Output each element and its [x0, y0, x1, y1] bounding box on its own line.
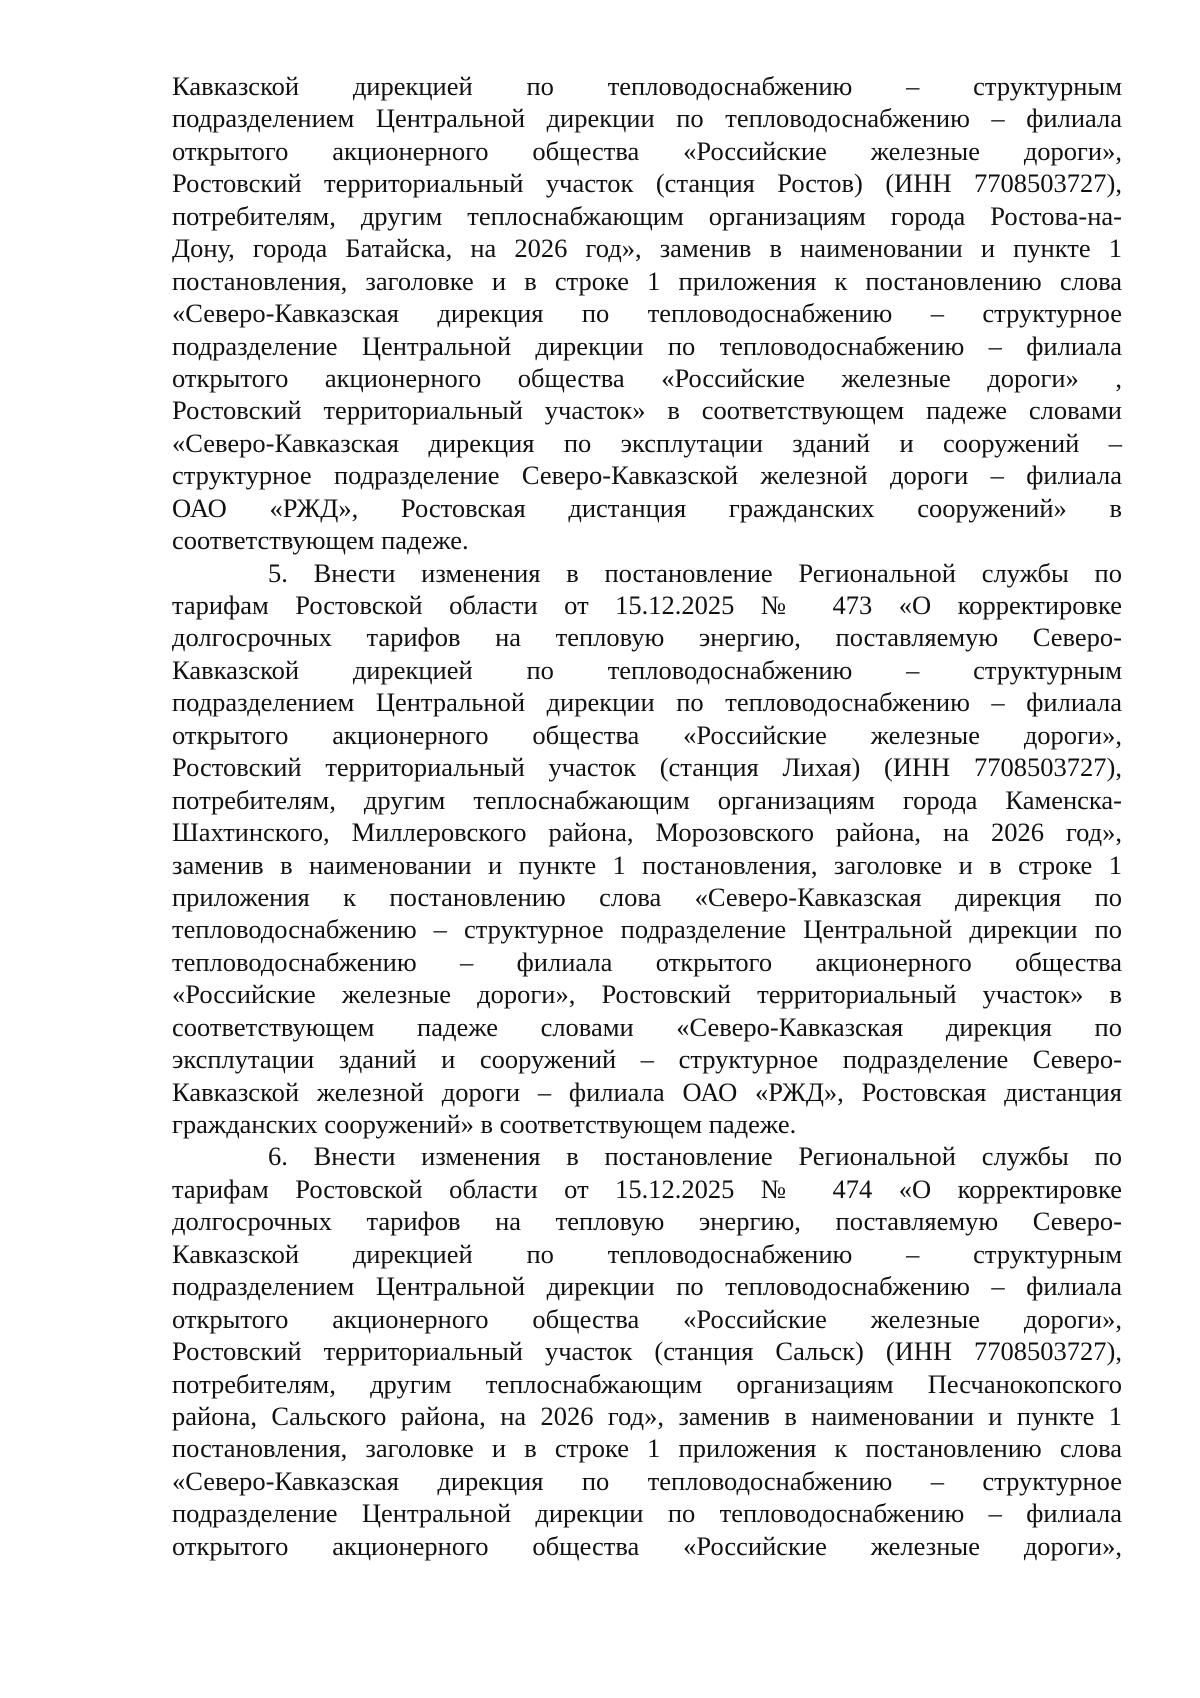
text-line: постановления, заголовке и в строке 1 приложения к постановлению слова — [172, 1433, 1122, 1464]
text-line: подразделением Центральной дирекции по тепловодоснабжению – филиала — [172, 1271, 1122, 1302]
text-line: потребителям, другим теплоснабжающим организациям Песчанокопского — [172, 1368, 1122, 1399]
text-line: Кавказской железной дороги – филиала ОАО «РЖД», Ростовская дистанция — [172, 1076, 1122, 1107]
text-line: открытого акционерного общества «Российские железные дороги», — [172, 1303, 1122, 1334]
document-body — [172, 70, 1122, 1562]
text-line: приложения к постановлению слова «Северо-Кавказская дирекция по — [172, 881, 1122, 912]
text-line: ОАО «РЖД», Ростовская дистанция гражданских сооружений» в — [172, 492, 1122, 523]
text-line: подразделение Центральной дирекции по тепловодоснабжению – филиала — [172, 1498, 1122, 1529]
text-line: открытого акционерного общества «Российские железные дороги», — [172, 719, 1122, 750]
text-line: Ростовский территориальный участок (станция Ростов) (ИНН 7708503727), — [172, 168, 1122, 199]
text-line: подразделением Центральной дирекции по тепловодоснабжению – филиала — [172, 103, 1122, 134]
text-line: потребителям, другим теплоснабжающим организациям города Каменска- — [172, 784, 1122, 815]
text-line: открытого акционерного общества «Российские железные дороги» , — [172, 362, 1122, 393]
text-line: гражданских сооружений» в соответствующем падеже. — [172, 1109, 797, 1139]
text-line: Кавказской дирекцией по тепловодоснабжению – структурным — [172, 654, 1122, 685]
text-line: «Северо-Кавказская дирекция по эксплутации зданий и сооружений – — [172, 427, 1122, 458]
text-line: района, Сальского района, на 2026 год», заменив в наименовании и пункте 1 — [172, 1400, 1122, 1431]
text-line: долгосрочных тарифов на тепловую энергию, поставляемую Северо- — [172, 622, 1122, 653]
text-line: эксплутации зданий и сооружений – структурное подразделение Северо- — [172, 1044, 1122, 1075]
paragraph-6-first-line: 6. Внести изменения в постановление Региональной службы по — [268, 1141, 1122, 1172]
text-line: соответствующем падеже словами «Северо-Кавказская дирекция по — [172, 1011, 1122, 1042]
text-line: «Северо-Кавказская дирекция по тепловодоснабжению – структурное — [172, 1465, 1122, 1496]
paragraph-5-first-line: 5. Внести изменения в постановление Региональной службы по — [268, 557, 1122, 588]
text-line: подразделение Центральной дирекции по тепловодоснабжению – филиала — [172, 330, 1122, 361]
text-line: Дону, города Батайска, на 2026 год», заменив в наименовании и пункте 1 — [172, 233, 1122, 264]
text-line: открытого акционерного общества «Российские железные дороги», — [172, 1530, 1122, 1561]
text-line: соответствующем падеже. — [172, 525, 469, 556]
text-line: Ростовский территориальный участок (станция Сальск) (ИНН 7708503727), — [172, 1336, 1122, 1367]
text-line: тарифам Ростовской области от 15.12.2025 № 473 «О корректировке — [172, 590, 1122, 620]
text-line: тарифам Ростовской области от 15.12.2025 № 474 «О корректировке — [172, 1173, 1122, 1204]
text-line: структурное подразделение Северо-Кавказской железной дороги – филиала — [172, 460, 1122, 491]
text-line: заменив в наименовании и пункте 1 постановления, заголовке и в строке 1 — [172, 849, 1122, 880]
text-line: Кавказской дирекцией по тепловодоснабжению – структурным — [172, 1238, 1122, 1269]
text-line: постановления, заголовке и в строке 1 приложения к постановлению слова — [172, 265, 1122, 296]
text-line: долгосрочных тарифов на тепловую энергию, поставляемую Северо- — [172, 1206, 1122, 1237]
text-line: тепловодоснабжению – структурное подразделение Центральной дирекции по — [172, 914, 1122, 945]
text-line: Кавказской дирекцией по тепловодоснабжению – структурным — [172, 71, 1122, 101]
text-line: Шахтинского, Миллеровского района, Морозовского района, на 2026 год», — [172, 817, 1122, 848]
text-line: потребителям, другим теплоснабжающим организациям города Ростова-на- — [172, 200, 1122, 231]
text-line: тепловодоснабжению – филиала открытого акционерного общества — [172, 946, 1122, 977]
text-line: Ростовский территориальный участок (станция Лихая) (ИНН 7708503727), — [172, 752, 1122, 783]
text-line: подразделением Центральной дирекции по тепловодоснабжению – филиала — [172, 687, 1122, 718]
text-line: открытого акционерного общества «Российские железные дороги», — [172, 135, 1122, 166]
text-line: «Российские железные дороги», Ростовский территориальный участок» в — [172, 979, 1122, 1010]
text-line: Ростовский территориальный участок» в соответствующем падеже словами — [172, 395, 1122, 426]
text-line: «Северо-Кавказская дирекция по тепловодоснабжению – структурное — [172, 298, 1122, 329]
